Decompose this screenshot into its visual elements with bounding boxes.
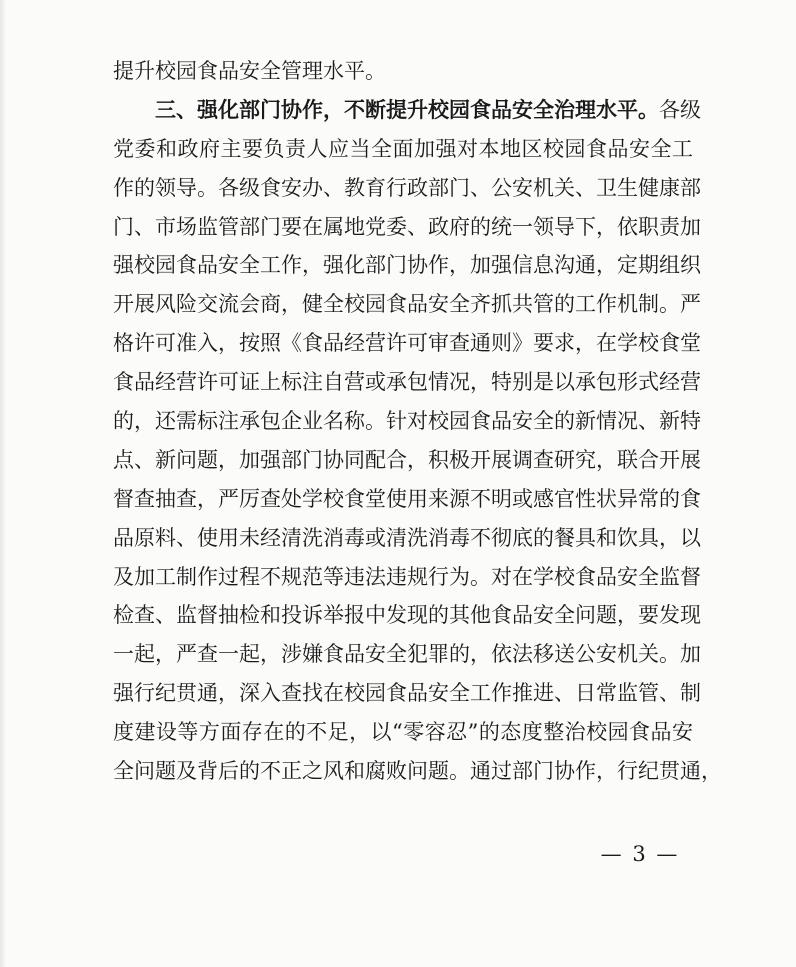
paragraph-line: 检查、监督抽检和投诉举报中发现的其他食品安全问题，要发现 xyxy=(113,603,701,628)
paragraph-line: 的，还需标注承包企业名称。针对校园食品安全的新情况、新特 xyxy=(113,409,701,434)
paragraph-line: 督查抽查，严厉查处学校食堂使用来源不明或感官性状异常的食 xyxy=(113,486,701,511)
paragraph-line: 强校园食品安全工作，强化部门协作，加强信息沟通，定期组织 xyxy=(113,253,701,278)
paragraph-line: 及加工制作过程不规范等违法违规行为。对在学校食品安全监督 xyxy=(113,564,701,589)
section-heading: 三、强化部门协作，不断提升校园食品安全治理水平。 xyxy=(155,97,659,122)
paragraph-line: 一起，严查一起，涉嫌食品安全犯罪的，依法移送公安机关。加 xyxy=(113,642,701,667)
paragraph-line: 作的领导。各级食安办、教育行政部门、公安机关、卫生健康部 xyxy=(113,175,701,200)
paragraph-line: 强行纪贯通，深入查找在校园食品安全工作推进、日常监管、制 xyxy=(113,681,701,706)
paragraph-line: 点、新问题，加强部门协同配合，积极开展调查研究，联合开展 xyxy=(113,447,701,472)
paragraph-line: 门、市场监管部门要在属地党委、政府的统一领导下，依职责加 xyxy=(113,214,701,239)
paragraph-line: 开展风险交流会商，健全校园食品安全齐抓共管的工作机制。严 xyxy=(113,292,701,317)
paragraph-line: 格许可准入，按照《食品经营许可审查通则》要求，在学校食堂 xyxy=(113,331,701,356)
scan-edge-shadow xyxy=(0,0,6,967)
paragraph-line: 全问题及背后的不正之风和腐败问题。通过部门协作，行纪贯通， xyxy=(113,759,722,784)
paragraph-line: 食品经营许可证上标注自营或承包情况，特别是以承包形式经营 xyxy=(113,370,701,395)
page-number: — 3 — xyxy=(600,842,680,866)
paragraph-line: 党委和政府主要负责人应当全面加强对本地区校园食品安全工 xyxy=(113,136,693,161)
section-heading-tail: 各级 xyxy=(659,97,701,122)
body-text xyxy=(113,52,722,791)
paragraph-line: 提升校园食品安全管理水平。 xyxy=(113,59,386,83)
paragraph-line: 度建设等方面存在的不足，以“零容忍”的态度整治校园食品安 xyxy=(113,720,693,745)
paragraph-line: 品原料、使用未经清洗消毒或清洗消毒不彻底的餐具和饮具，以 xyxy=(113,525,701,550)
section-heading-line xyxy=(113,91,701,130)
